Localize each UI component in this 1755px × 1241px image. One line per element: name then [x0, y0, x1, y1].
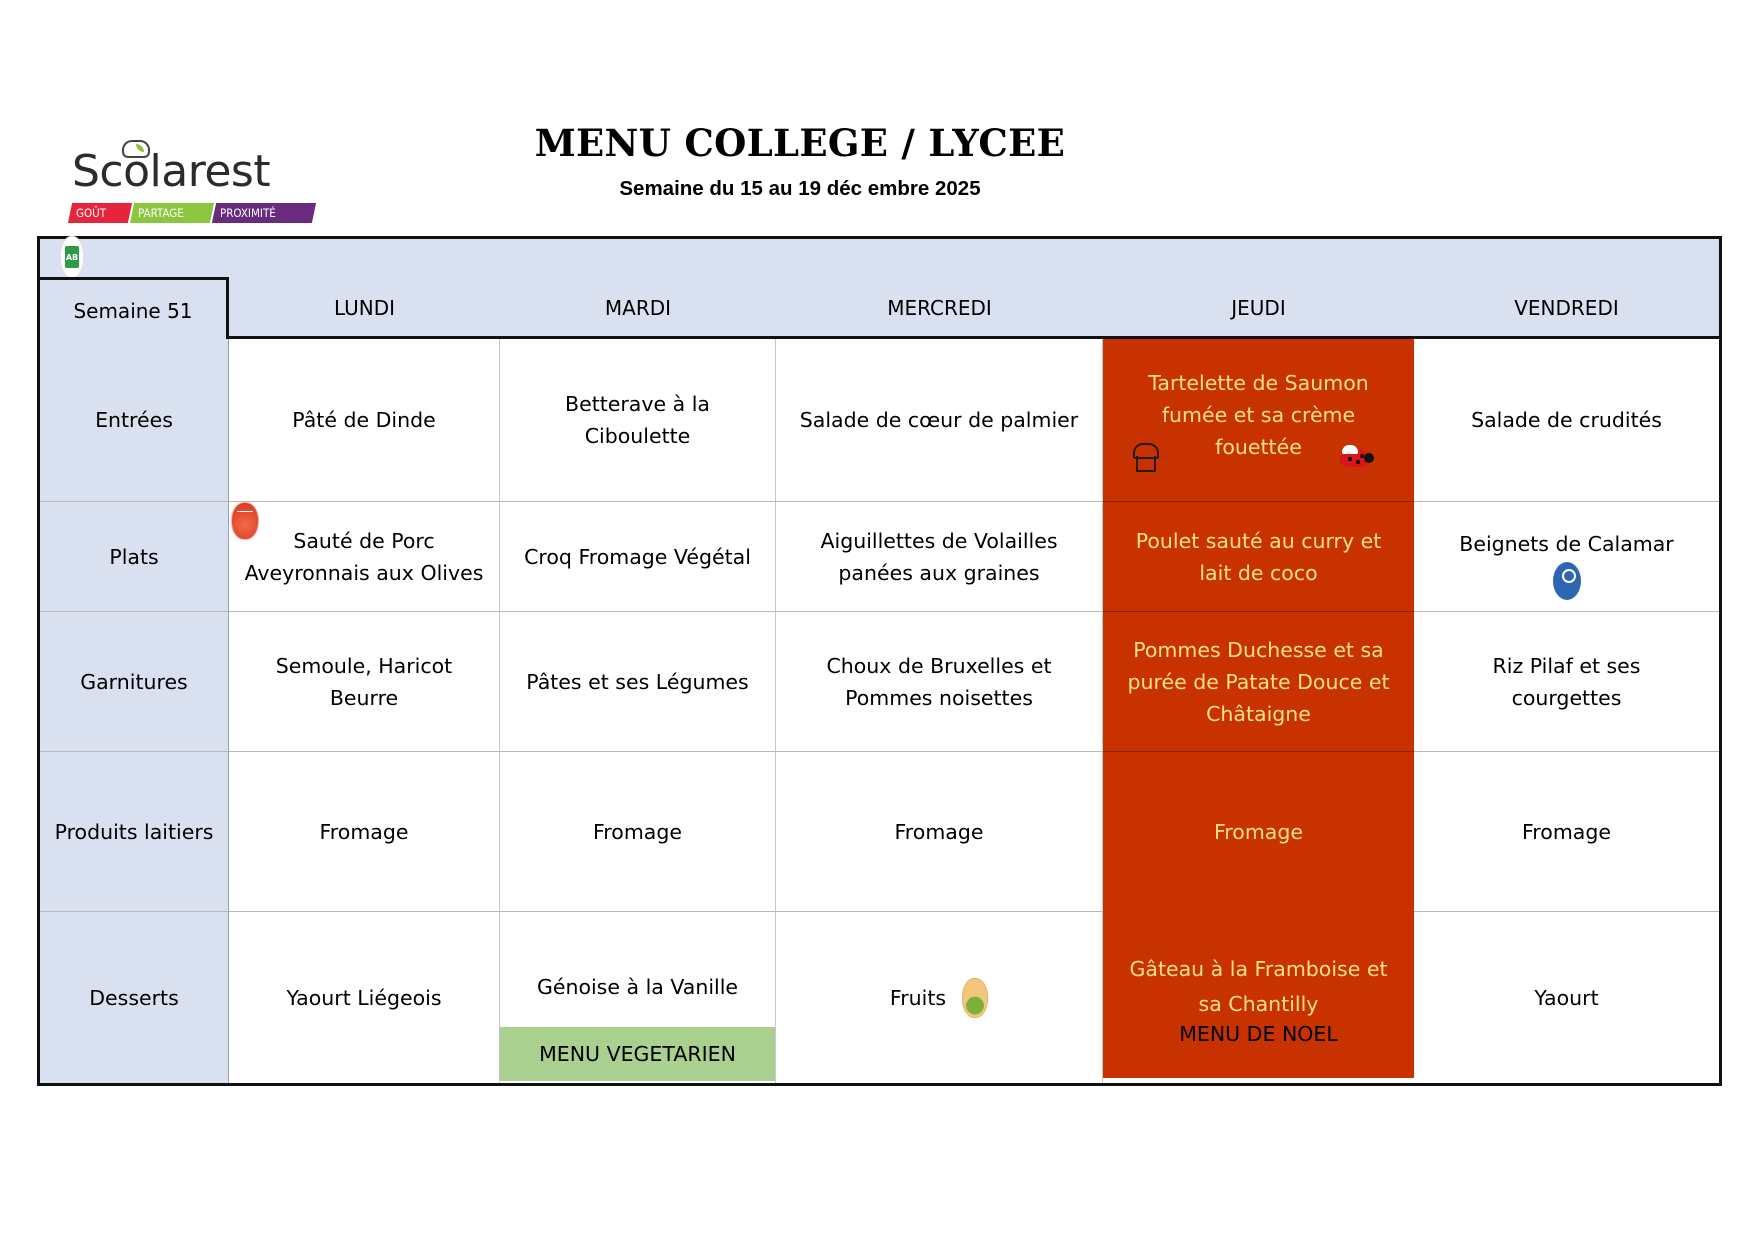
- ladybug-mascot-icon: [1340, 445, 1374, 467]
- row-label-entrees: Entrées: [40, 339, 229, 502]
- menu-table: [37, 236, 1722, 1086]
- day-header-vendredi: VENDREDI: [1514, 296, 1619, 320]
- menu-item: Fromage: [229, 752, 500, 912]
- table-header-band: [40, 239, 1719, 339]
- scolarest-logo: [70, 140, 302, 228]
- page-title: MENU COLLEGE / LYCEE: [534, 121, 1066, 165]
- chef-hat-icon: [1131, 443, 1157, 477]
- day-header-jeudi: JEUDI: [1231, 296, 1286, 320]
- row-label-plats: Plats: [40, 502, 229, 612]
- menu-item: Choux de Bruxelles et Pommes noisettes: [776, 612, 1103, 752]
- menu-item: Fromage: [1414, 752, 1719, 912]
- menu-item: Yaourt: [1534, 985, 1599, 1010]
- logo-tag-partage: PARTAGE: [130, 203, 214, 223]
- week-subtitle: Semaine du 15 au 19 déc embre 2025: [619, 177, 981, 200]
- menu-item-highlight: [1103, 339, 1414, 502]
- logo-tag-proximite: PROXIMITÉ: [212, 203, 316, 223]
- menu-item-text: Sauté de Porc Aveyronnais aux Olives: [244, 528, 484, 585]
- vegetarian-menu-badge: MENU VEGETARIEN: [500, 1027, 775, 1081]
- menu-item: Pâté de Dinde: [229, 339, 500, 502]
- menu-item: Fromage: [776, 752, 1103, 912]
- menu-item-highlight: Poulet sauté au curry et lait de coco: [1103, 502, 1414, 612]
- row-label-produits-laitiers: Produits laitiers: [40, 752, 229, 912]
- menu-item: Salade de cœur de palmier: [776, 339, 1103, 502]
- row-label-desserts: Desserts: [40, 912, 229, 1083]
- day-header-mercredi: MERCREDI: [887, 296, 992, 320]
- menu-item-text: Génoise à la Vanille: [536, 975, 739, 999]
- menu-item: [229, 502, 500, 612]
- menu-item-text: Gâteau à la Framboise et sa Chantilly: [1129, 957, 1388, 1016]
- menu-item-text: Fruits: [889, 985, 947, 1010]
- menu-item: Aiguillettes de Volailles panées aux graines: [776, 502, 1103, 612]
- christmas-menu-badge: MENU DE NOEL: [1179, 1022, 1338, 1046]
- menu-item: Fromage: [500, 752, 776, 912]
- logo-brand-text: Scolarest: [72, 146, 271, 197]
- day-header-lundi: LUNDI: [333, 296, 396, 320]
- menu-item: Croq Fromage Végétal: [500, 502, 776, 612]
- menu-item-highlight: Fromage: [1103, 752, 1414, 912]
- menu-item-highlight: Pommes Duchesse et sa purée de Patate Douce et Châtaigne: [1103, 612, 1414, 752]
- menu-item: Riz Pilaf et ses courgettes: [1414, 612, 1719, 752]
- menu-item-text: Tartelette de Saumon fumée et sa crème fouettée: [1148, 371, 1369, 459]
- day-header-mardi: MARDI: [604, 296, 672, 320]
- week-number: Semaine 51: [37, 277, 229, 342]
- menu-item: [776, 912, 1103, 1083]
- menu-item: Pâtes et ses Légumes: [500, 612, 776, 752]
- fruit-basket-icon: [962, 978, 988, 1018]
- ab-organic-label-icon: AB: [60, 236, 84, 278]
- menu-item: Semoule, Haricot Beurre: [229, 612, 500, 752]
- logo-tag-gout: GOÛT: [68, 203, 132, 223]
- row-label-garnitures: Garnitures: [40, 612, 229, 752]
- sustainable-fishing-icon: [1553, 562, 1581, 600]
- local-product-icon: [231, 502, 259, 540]
- menu-item-highlight: [1103, 912, 1414, 1078]
- menu-item: Yaourt Liégeois: [229, 912, 500, 1083]
- menu-item-text: Beignets de Calamar: [1459, 531, 1674, 556]
- menu-item: [1414, 502, 1719, 612]
- menu-item: Salade de crudités: [1414, 339, 1719, 502]
- menu-item: [500, 912, 776, 1083]
- menu-item: Betterave à la Ciboulette: [500, 339, 776, 502]
